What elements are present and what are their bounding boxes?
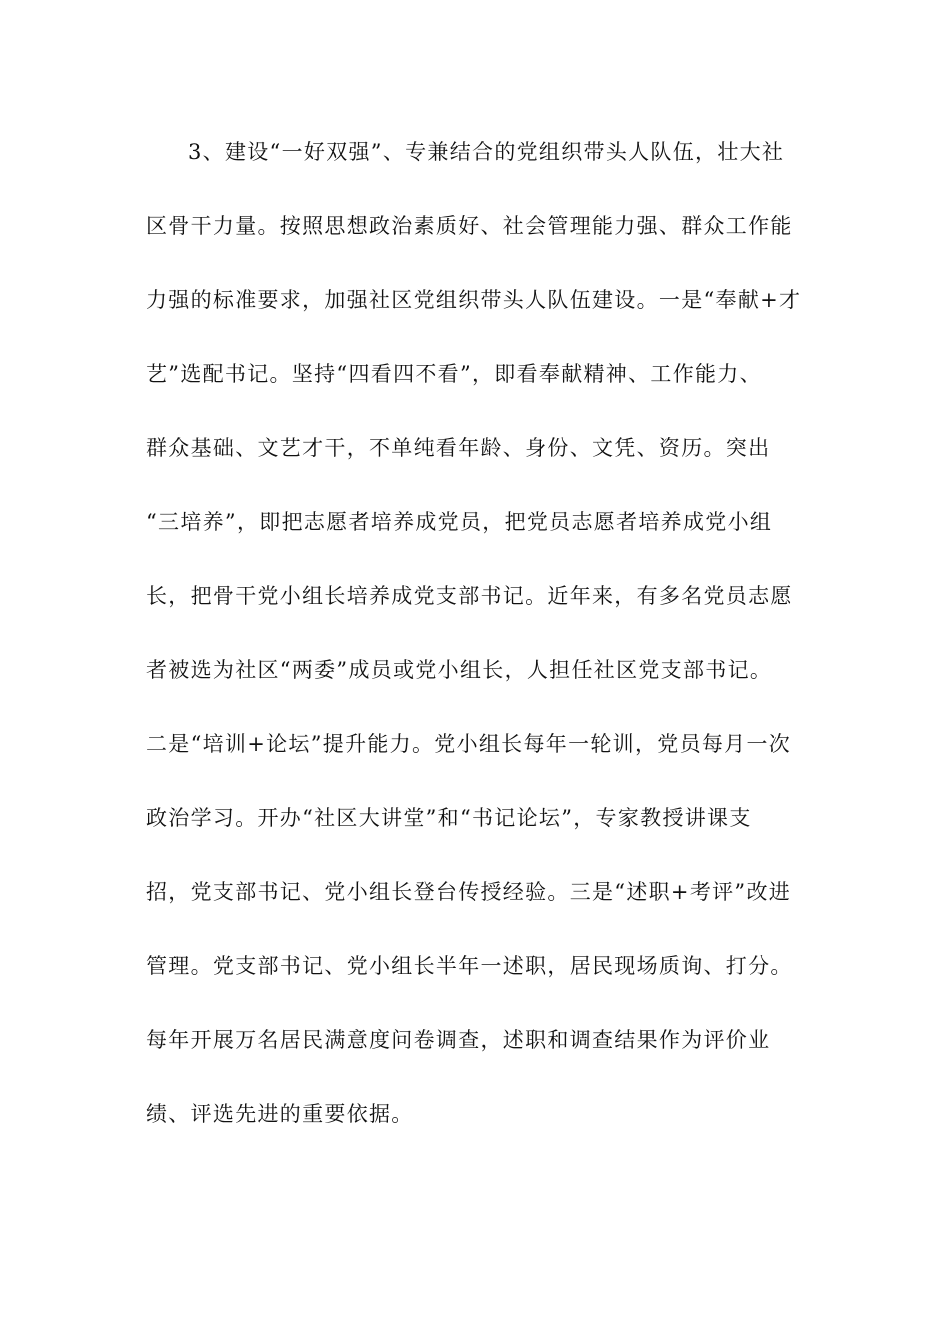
text-line: 力强的标准要求，加强社区党组织带头人队伍建设。一是“奉献+才 — [146, 288, 802, 312]
body-paragraph — [146, 128, 816, 1164]
text-line: 绩、评选先进的重要依据。 — [146, 1102, 414, 1126]
text-line: “三培养”，即把志愿者培养成党员，把党员志愿者培养成党小组 — [146, 510, 773, 534]
text-line: 每年开展万名居民满意度问卷调查，述职和调查结果作为评价业 — [146, 1028, 771, 1052]
text-line: 招，党支部书记、党小组长登台传授经验。三是“述职+考评”改进 — [146, 880, 792, 904]
text-line: 群众基础、文艺才干，不单纯看年龄、身份、文凭、资历。突出 — [146, 436, 771, 460]
text-line: 区骨干力量。按照思想政治素质好、社会管理能力强、群众工作能 — [146, 214, 793, 238]
text-line: 者被选为社区“两委”成员或党小组长，人担任社区党支部书记。 — [146, 658, 773, 682]
text-line: 管理。党支部书记、党小组长半年一述职，居民现场质询、打分。 — [146, 954, 793, 978]
text-line: 政治学习。开办“社区大讲堂”和“书记论坛”，专家教授讲课支 — [146, 806, 752, 830]
text-line: 二是“培训+论坛”提升能力。党小组长每年一轮训，党员每月一次 — [146, 732, 792, 756]
text-line: 艺”选配书记。坚持“四看四不看”，即看奉献精神、工作能力、 — [146, 362, 762, 386]
text-line: 3、建设“一好双强”、专兼结合的党组织带头人队伍，壮大社 — [188, 140, 785, 164]
text-line: 长，把骨干党小组长培养成党支部书记。近年来，有多名党员志愿 — [146, 584, 793, 608]
